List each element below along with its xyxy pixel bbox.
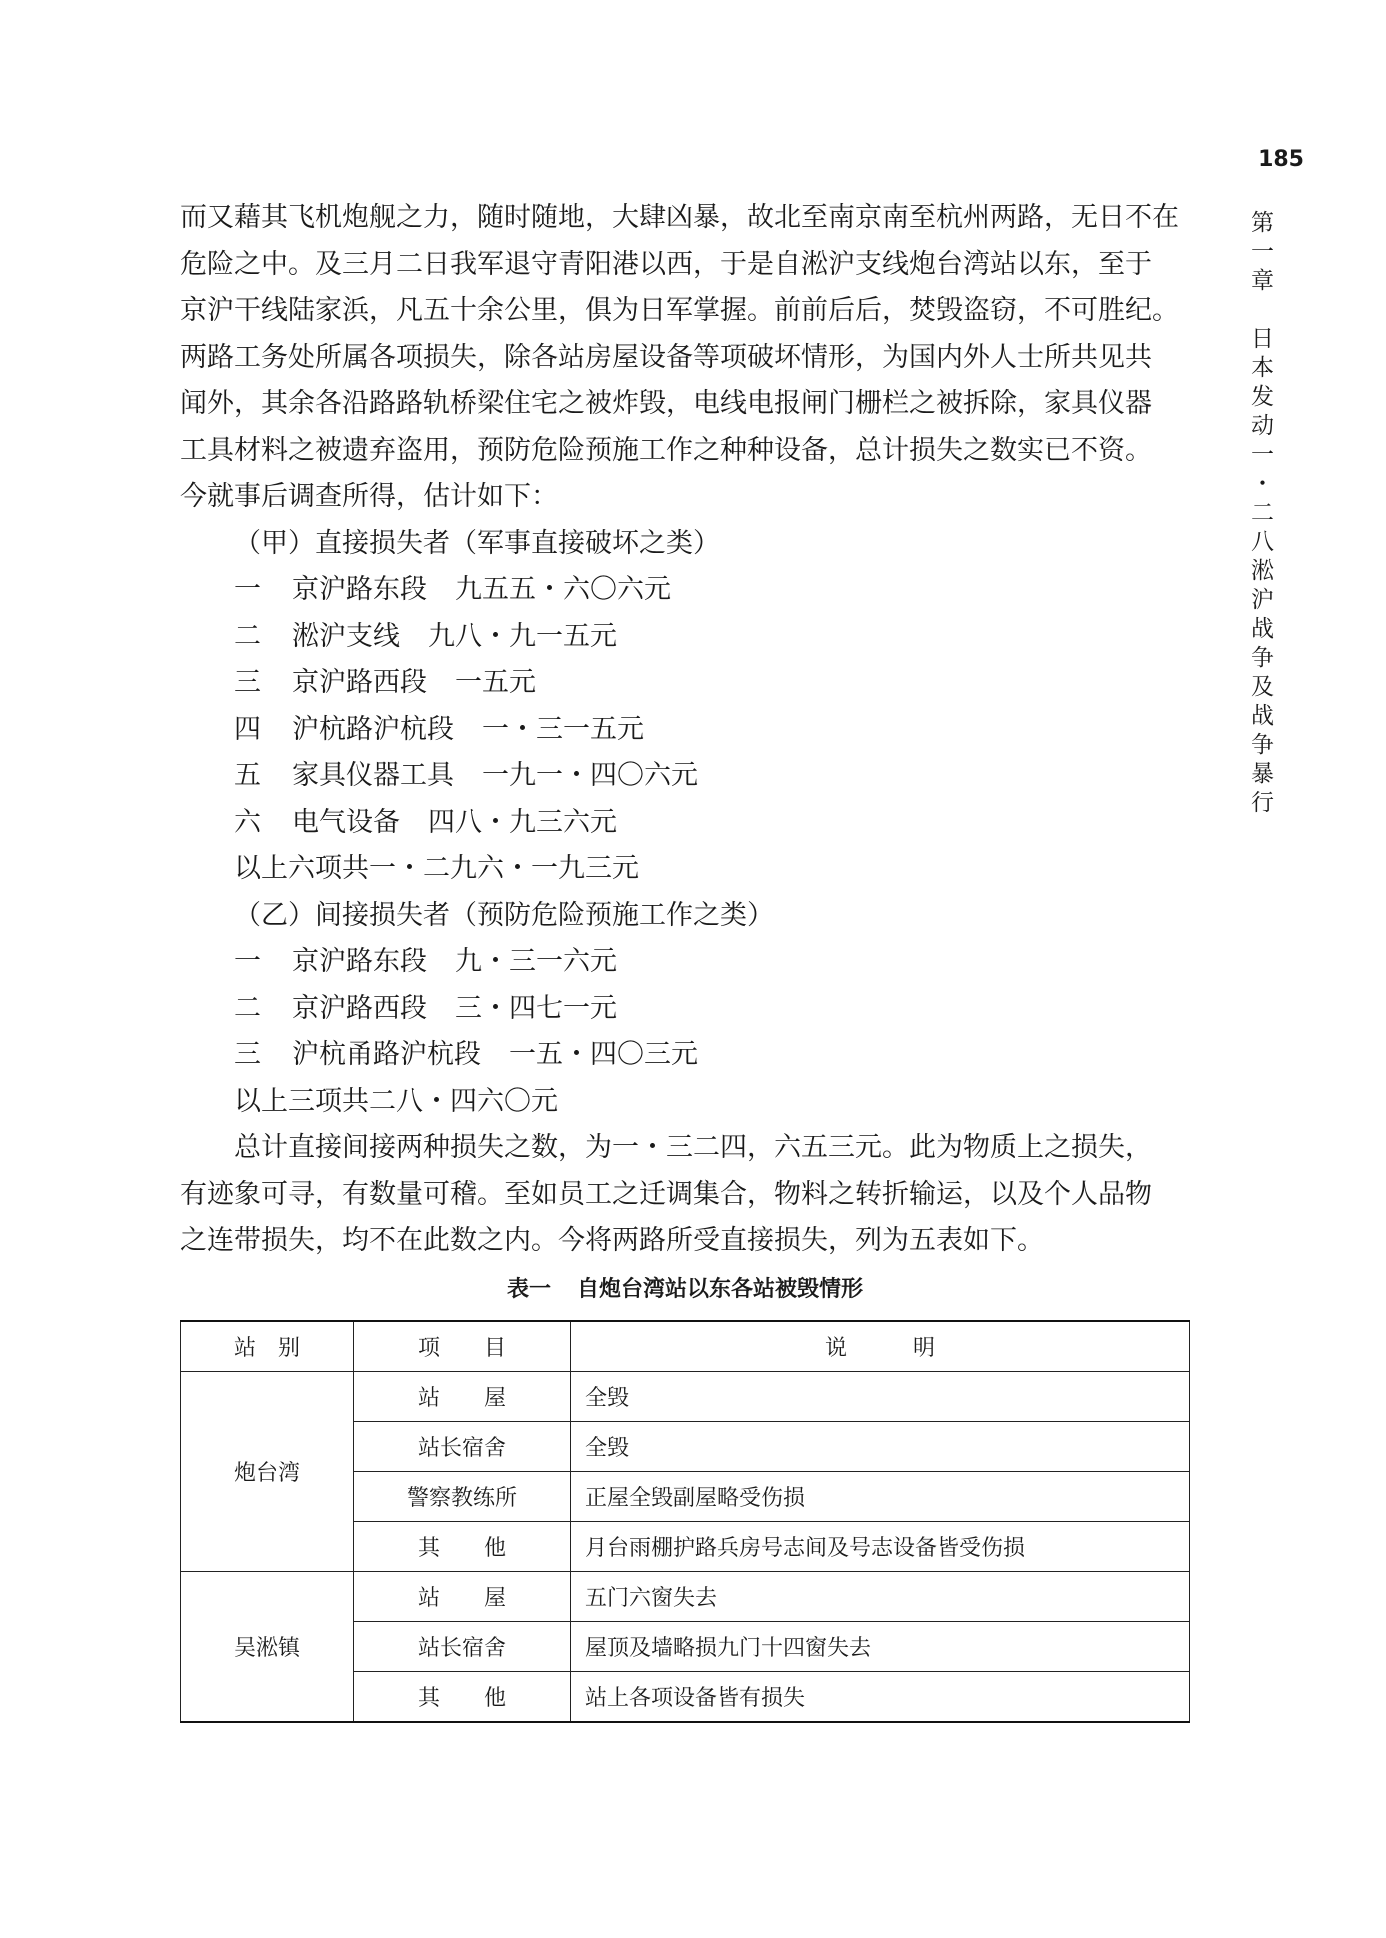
section-b-total: 以上三项共二八・四六〇元: [234, 1085, 558, 1117]
item-name: 沪杭路沪杭段: [292, 713, 454, 745]
item-name: 京沪路西段: [292, 992, 427, 1024]
section-a-item: [180, 800, 1190, 847]
item-name: 淞沪支线: [292, 620, 400, 652]
description-cell: 月台雨棚护路兵房号志间及号志设备皆受伤损: [571, 1522, 1190, 1572]
table-caption-label: 表一: [506, 1277, 551, 1302]
section-a-item: [180, 660, 1190, 707]
item-number: 五: [234, 760, 261, 791]
station-cell: 炮台湾: [181, 1372, 354, 1572]
item-cell: 其 他: [354, 1522, 571, 1572]
station-cell: 吴淞镇: [181, 1572, 354, 1723]
section-b-item: [180, 939, 1190, 986]
paragraph-line: 而又藉其飞机炮舰之力，随时随地，大肆凶暴，故北至南京南至杭州两路，无日不在: [180, 202, 1179, 233]
section-a-item: [180, 707, 1190, 754]
header-item: 项 目: [354, 1321, 571, 1372]
item-cell: 警察教练所: [354, 1472, 571, 1522]
item-value: 一九一・四〇六元: [482, 760, 698, 791]
item-name: 京沪路西段: [292, 667, 427, 698]
item-name: 家具仪器工具: [292, 760, 454, 791]
item-number: 六: [234, 806, 261, 838]
description-cell: 五门六窗失去: [571, 1572, 1190, 1622]
description-cell: 全毁: [571, 1372, 1190, 1422]
paragraph-line: 总计直接间接两种损失之数，为一・三二四，六五三元。此为物质上之损失，: [234, 1132, 1152, 1163]
item-name: 京沪路东段: [292, 574, 427, 605]
description-cell: 全毁: [571, 1422, 1190, 1472]
damage-table: [180, 1320, 1190, 1723]
paragraph-line: 之连带损失，均不在此数之内。今将两路所受直接损失，列为五表如下。: [180, 1225, 1044, 1256]
item-number: 三: [234, 667, 261, 698]
item-value: 九八・九一五元: [428, 620, 617, 652]
description-cell: 站上各项设备皆有损失: [571, 1672, 1190, 1723]
section-a-heading: （甲）直接损失者（军事直接破坏之类）: [234, 527, 720, 559]
section-b-heading: （乙）间接损失者（预防危险预施工作之类）: [234, 899, 774, 931]
header-station: 站 别: [181, 1321, 354, 1372]
table-caption-title: 自炮台湾站以东各站被毁情形: [577, 1277, 864, 1302]
item-cell: 站长宿舍: [354, 1622, 571, 1672]
paragraph-line: 有迹象可寻，有数量可稽。至如员工之迁调集合，物料之转折输运，以及个人品物: [180, 1178, 1152, 1210]
description-cell: 屋顶及墙略损九门十四窗失去: [571, 1622, 1190, 1672]
paragraph-line: 闻外，其余各沿路路轨桥梁住宅之被炸毁，电线电报闸门栅栏之被拆除，家具仪器: [180, 388, 1152, 419]
section-b-item: [180, 986, 1190, 1033]
section-a-total: 以上六项共一・二九六・一九三元: [234, 853, 639, 884]
table-header-row: [181, 1321, 1190, 1372]
chapter-side-title: 第一章 日本发动一・二八淞沪战争及战争暴行: [1247, 210, 1273, 819]
section-a-item: [180, 567, 1190, 614]
table-caption: [180, 1272, 1190, 1303]
item-name: 京沪路东段: [292, 946, 427, 977]
item-cell: 站 屋: [354, 1372, 571, 1422]
item-number: 三: [234, 1039, 261, 1070]
paragraph-line: 工具材料之被遗弃盗用，预防危险预施工作之种种设备，总计损失之数实已不资。: [180, 434, 1152, 466]
table-row: [181, 1572, 1190, 1622]
paragraph-line: 危险之中。及三月二日我军退守青阳港以西，于是自淞沪支线炮台湾站以东，至于: [180, 248, 1152, 280]
item-name: 电气设备: [292, 806, 400, 838]
body-text: [180, 195, 1190, 1265]
item-value: 四八・九三六元: [428, 806, 617, 838]
item-cell: 站长宿舍: [354, 1422, 571, 1472]
item-cell: 其 他: [354, 1672, 571, 1723]
section-b-item: [180, 1032, 1190, 1079]
header-description: 说 明: [571, 1321, 1190, 1372]
item-value: 一五元: [455, 667, 536, 698]
paragraph-line: 两路工务处所属各项损失，除各站房屋设备等项破坏情形，为国内外人士所共见共: [180, 341, 1152, 373]
item-value: 九・三一六元: [455, 946, 617, 977]
item-number: 二: [234, 992, 261, 1024]
paragraph-line: 京沪干线陆家浜，凡五十余公里，俱为日军掌握。前前后后，焚毁盗窃，不可胜纪。: [180, 295, 1179, 326]
item-value: 一五・四〇三元: [509, 1039, 698, 1070]
item-name: 沪杭甬路沪杭段: [292, 1039, 481, 1070]
table-row: [181, 1372, 1190, 1422]
item-value: 三・四七一元: [455, 992, 617, 1024]
item-number: 一: [234, 574, 261, 605]
description-cell: 正屋全毁副屋略受伤损: [571, 1472, 1190, 1522]
section-a-item: [180, 753, 1190, 800]
section-a-item: [180, 614, 1190, 661]
page-number: 185: [1258, 147, 1304, 172]
item-value: 九五五・六〇六元: [455, 574, 671, 605]
item-number: 四: [234, 713, 261, 745]
item-value: 一・三一五元: [482, 713, 644, 745]
item-number: 一: [234, 946, 261, 977]
item-cell: 站 屋: [354, 1572, 571, 1622]
item-number: 二: [234, 620, 261, 652]
paragraph-line: 今就事后调查所得，估计如下：: [180, 481, 558, 512]
